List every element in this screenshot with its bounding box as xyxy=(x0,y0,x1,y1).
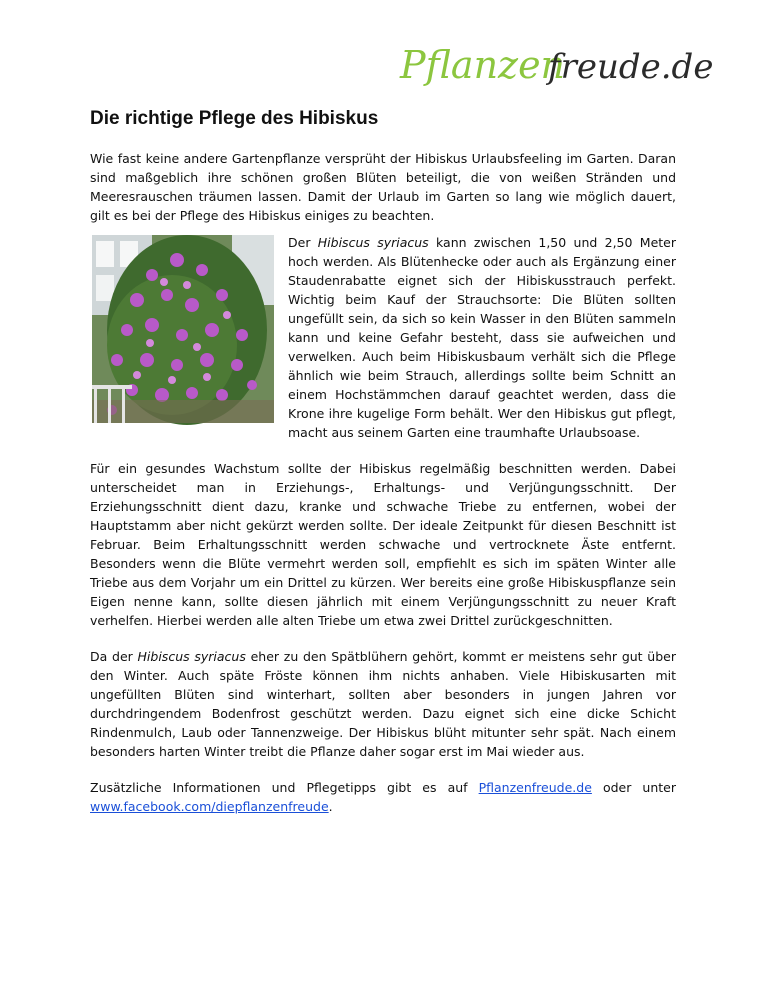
paragraph-species xyxy=(288,233,676,442)
logo-wordmark xyxy=(400,40,714,90)
p5-text-middle: oder unter xyxy=(591,780,676,795)
logo-part2: freude.de xyxy=(548,47,714,87)
paragraph-intro: Wie fast keine andere Gartenpflanze versprüht der Hibiskus Urlaubsfeeling im Garten. Daran sind maßgeblich ihre schönen großen Blüten beteiligt, die von weißen Stränden und Meeresrauschen träumen lassen. Damit der Urlaub im Garten so lang wie möglich dauert, gilt es bei der Pflege des Hibiskus einiges zu beachten. xyxy=(90,151,676,223)
p5-text-end: . xyxy=(328,799,333,814)
p5-text-start: Zusätzliche Informationen und Pflegetipps gibt es auf xyxy=(90,780,479,795)
species-name: Hibiscus syriacus xyxy=(137,649,246,664)
paragraph-pruning: Für ein gesundes Wachstum sollte der Hibiskus regelmäßig beschnitten werden. Dabei unterscheidet man in Erziehungs-, Erhaltungs- und Verjüngungsschnitt. Der Erziehungsschnitt dient dazu, kranke und schwache Triebe zu entfernen, wobei der Hauptstamm aber nicht gekürzt werden sollte. Der ideale Zeitpunkt für diesen Beschnitt ist Februar. Beim Erhaltungsschnitt werden schwache und vertrocknete Äste entfernt. Besonders wenn die Blüte vermehrt werden soll, empfiehlt es sich im späten Winter alle Triebe aus dem Vorjahr um ein Drittel zu kürzen. Wer bereits eine große Hibiskuspflanze sein Eigen nenne kann, sollte diesen jährlich mit einem Verjüngungsschnitt zu neuer Kraft verhelfen. Hierbei werden alle alten Triebe um etwa zwei Drittel zurückgeschnitten. xyxy=(90,461,676,628)
facebook-link[interactable]: www.facebook.com/diepflanzenfreude xyxy=(90,799,329,814)
page-title: Die richtige Pflege des Hibiskus xyxy=(90,108,379,129)
p4-text-rest: eher zu den Spätblühern gehört, kommt er meistens sehr gut über den Winter. Auch späte Fröste können ihm nichts anhaben. Viele Hibiskusarten mit ungefüllten Blüten sind winterhart, sollten aber besonders in jungen Jahren vor durchdringendem Bodenfrost geschützt werden. Dazu eignet sich eine dicke Schicht Rindenmulch, Laub oder Tannenzweige. Der Hibiskus blüht mitunter sehr spät. Nach einem besonders harten Winter treibt die Pflanze daher sogar erst im Mai wieder aus. xyxy=(90,649,676,759)
p2-text-start: Der xyxy=(288,235,318,250)
logo-part1: Pflanzen xyxy=(400,43,566,87)
article-body xyxy=(90,149,676,833)
paragraph-winter xyxy=(90,647,676,761)
paragraph-links xyxy=(90,778,676,816)
p2-text-rest: kann zwischen 1,50 und 2,50 Meter hoch werden. Als Blütenhecke oder auch als Ergänzung einer Staudenrabatte eignet sich der Hibiskusstrauch perfekt. Wichtig beim Kauf der Strauchsorte: Die Blüten sollten ungefüllt sein, da sich so kein Wasser in den Blüten sammeln kann und keine Gefahr besteht, dass sie aufweichen und verwelken. Auch beim Hibiskusbaum verhält sich die Pflege ähnlich wie beim Strauch, allerdings sollte beim Schnitt an einem Hochstämmchen darauf geachtet werden, dass die Krone ihre kugelige Form behält. Wer den Hibiskus gut pflegt, macht aus seinem Garten eine traumhafte Urlaubsoase. xyxy=(288,235,676,440)
brand-logo xyxy=(400,40,714,90)
p4-text-start: Da der xyxy=(90,649,138,664)
pflanzenfreude-link[interactable]: Pflanzenfreude.de xyxy=(478,780,592,795)
hibiscus-photo xyxy=(92,235,274,423)
photo-text-block xyxy=(90,233,676,459)
species-name: Hibiscus syriacus xyxy=(317,235,429,250)
